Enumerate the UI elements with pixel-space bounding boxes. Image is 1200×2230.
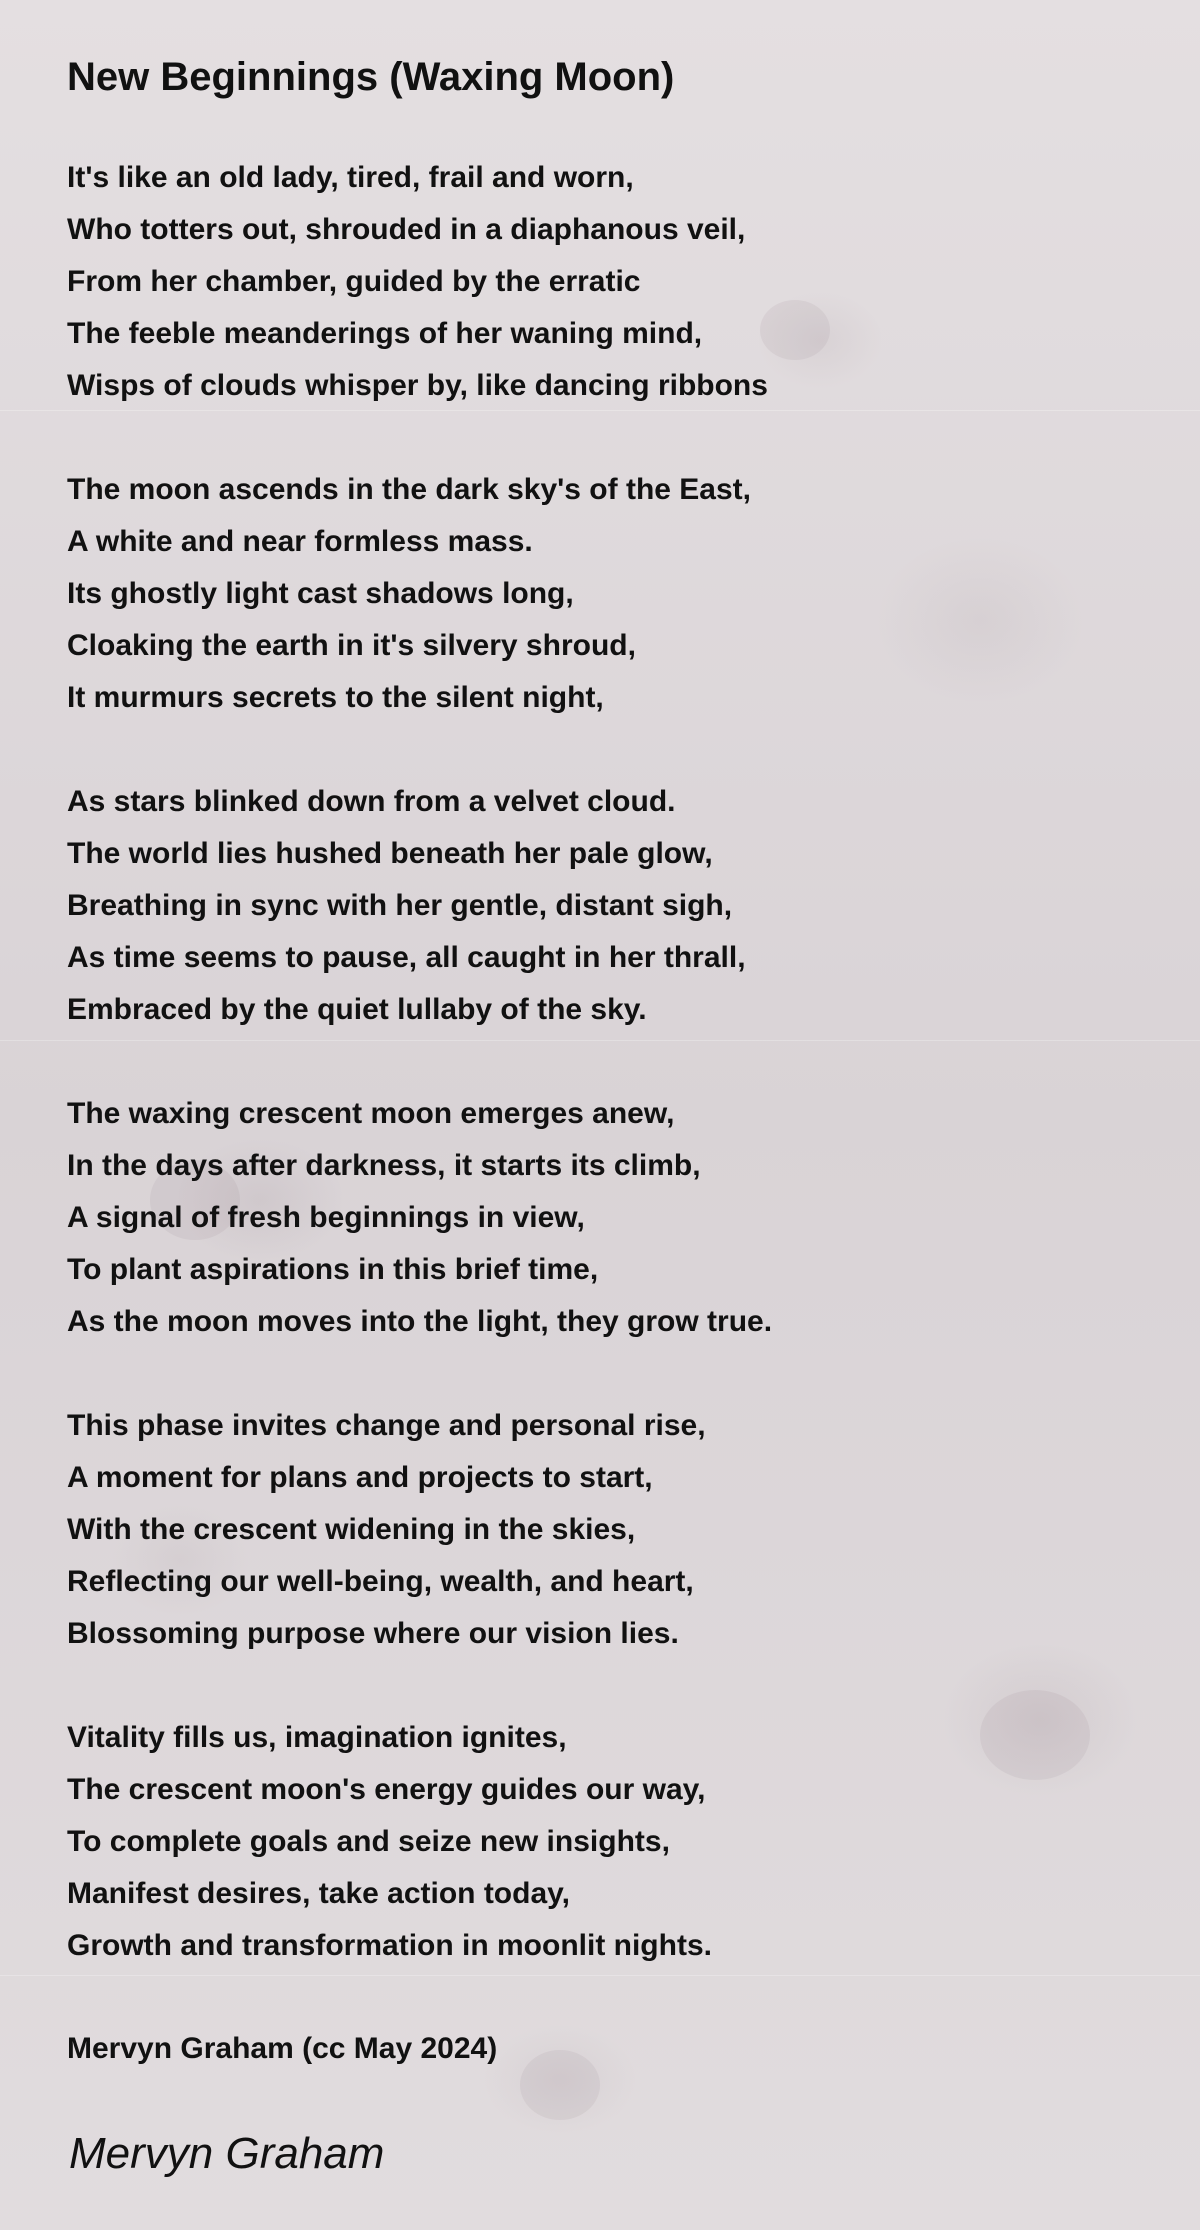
- poem-line: To complete goals and seize new insights,: [67, 1825, 670, 1858]
- stanza-4: [67, 1088, 772, 1348]
- poem-line: With the crescent widening in the skies,: [67, 1513, 636, 1546]
- stanza-1: [67, 152, 772, 412]
- poem-line: The feeble meanderings of her waning mind,: [67, 317, 703, 350]
- poem-title: New Beginnings (Waxing Moon): [67, 55, 675, 99]
- poem-line: It murmurs secrets to the silent night,: [67, 681, 604, 714]
- poem-line: As stars blinked down from a velvet cloud.: [67, 785, 676, 818]
- poem-line: Wisps of clouds whisper by, like dancing ribbons: [67, 369, 768, 402]
- poem-line: This phase invites change and personal rise,: [67, 1409, 706, 1442]
- stanza-6: [67, 1712, 772, 1972]
- poem-line: Reflecting our well-being, wealth, and heart,: [67, 1565, 694, 1598]
- poem-line: From her chamber, guided by the erratic: [67, 265, 641, 298]
- poem-line: In the days after darkness, it starts its climb,: [67, 1149, 701, 1182]
- poem-line: Breathing in sync with her gentle, distant sigh,: [67, 889, 733, 922]
- poem-line: Growth and transformation in moonlit nights.: [67, 1929, 712, 1962]
- poem-line: Embraced by the quiet lullaby of the sky.: [67, 993, 647, 1026]
- ink-stain-decoration: [980, 1690, 1090, 1780]
- poem-line: The moon ascends in the dark sky's of the East,: [67, 473, 751, 506]
- poem-line: To plant aspirations in this brief time,: [67, 1253, 599, 1286]
- poem-body: [67, 152, 772, 2024]
- stanza-2: [67, 464, 772, 724]
- poem-line: Manifest desires, take action today,: [67, 1877, 570, 1910]
- stanza-3: [67, 776, 772, 1036]
- poem-line: As time seems to pause, all caught in her thrall,: [67, 941, 746, 974]
- ink-stain-decoration: [520, 2050, 600, 2120]
- poem-line: Blossoming purpose where our vision lies.: [67, 1617, 679, 1650]
- poem-line: The crescent moon's energy guides our way,: [67, 1773, 706, 1806]
- poem-line: As the moon moves into the light, they grow true.: [67, 1305, 773, 1338]
- poem-line: Cloaking the earth in it's silvery shroud,: [67, 629, 636, 662]
- stanza-5: [67, 1400, 772, 1660]
- poem-line: A signal of fresh beginnings in view,: [67, 1201, 585, 1234]
- author-signature: Mervyn Graham: [69, 2129, 385, 2178]
- poem-line: The waxing crescent moon emerges anew,: [67, 1097, 675, 1130]
- poem-line: It's like an old lady, tired, frail and worn,: [67, 161, 634, 194]
- poem-credit: Mervyn Graham (cc May 2024): [67, 2032, 498, 2065]
- poem-line: Who totters out, shrouded in a diaphanous veil,: [67, 213, 746, 246]
- poem-line: Its ghostly light cast shadows long,: [67, 577, 574, 610]
- poem-line: Vitality fills us, imagination ignites,: [67, 1721, 567, 1754]
- poem-page: [67, 52, 1167, 1962]
- poem-line: The world lies hushed beneath her pale glow,: [67, 837, 713, 870]
- poem-line: A white and near formless mass.: [67, 525, 533, 558]
- poem-line: A moment for plans and projects to start,: [67, 1461, 653, 1494]
